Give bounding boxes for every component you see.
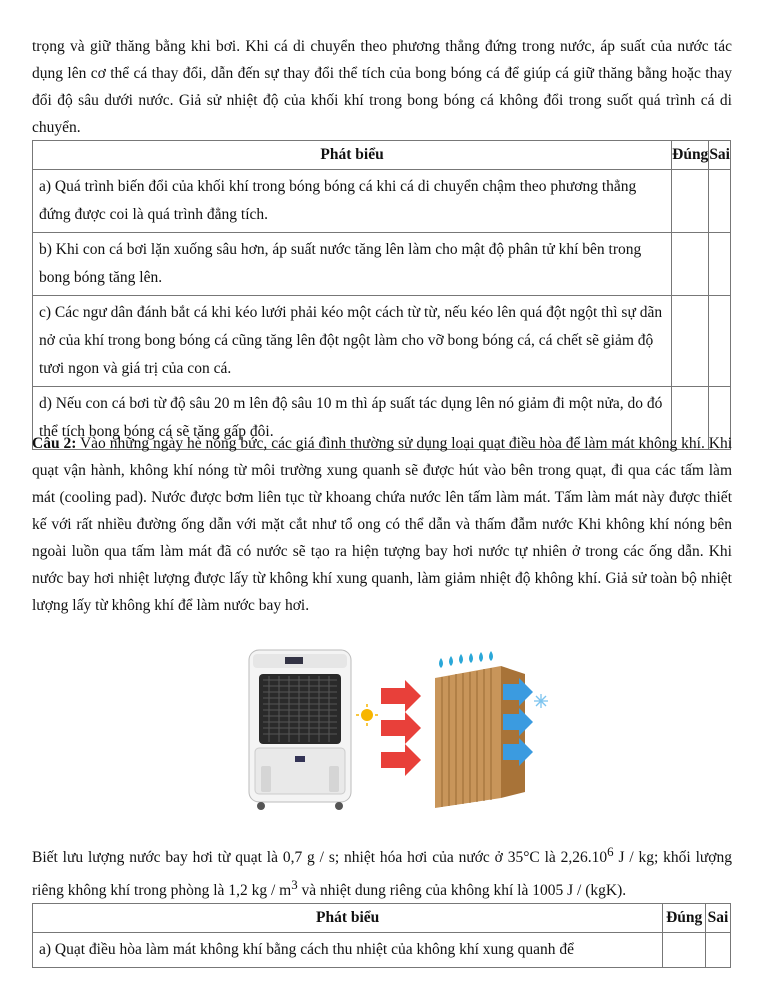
air-density-value: 1,2 kg / m [228, 882, 292, 900]
water-drops-icon [439, 651, 493, 668]
question-2-label: Câu 2: [32, 435, 77, 452]
true-answer-box[interactable] [672, 233, 709, 296]
statement-a: a) Quá trình biến đổi của khối khí trong bóng bóng cá khi cá di chuyển chậm theo phương thẳng đứng được coi là quá trình đẳng tích. [33, 170, 672, 233]
given-text: và nhiệt dung riêng của không khí là [297, 882, 533, 900]
true-answer-box[interactable] [663, 933, 706, 968]
question-2 [32, 430, 732, 619]
sun-icon [356, 704, 378, 726]
given-text: ; nhiệt hóa hơi của nước ở [334, 849, 508, 867]
specific-heat-value: 1005 J / (kgK) [532, 882, 623, 900]
statements-table-1 [32, 140, 731, 450]
false-answer-box[interactable] [709, 233, 731, 296]
air-density-exponent: 3 [291, 877, 298, 893]
given-text: . [622, 882, 627, 900]
header-statement: Phát biểu [33, 141, 672, 170]
header-statement: Phát biểu [33, 904, 663, 933]
true-answer-box[interactable] [672, 170, 709, 233]
table-row [33, 233, 731, 296]
table-row [33, 933, 731, 968]
question-2-text: Vào những ngày hè nóng bức, các giá đình thường sử dụng loại quạt điều hòa để làm mát không khí. Khi quạt vận hành, không khí nóng từ môi trường xung quanh sẽ được hút vào bên trong quạt, đi qua các tấm làm mát (cooling pad). Nước được bơm liên tục từ khoang chứa nước lên tấm làm mát. Tấm làm mát này được thiết kế với rất nhiều đường ống dẫn với mặt cắt như tổ ong có thể dẫn và thấm đẫm nước Khi không khí nóng bên ngoài luồn qua tấm làm mát đã có nước sẽ tạo ra hiện tượng bay hơi nước tự nhiên ở trong các ống dẫn. Khi nước bay hơi nhiệt lượng được lấy từ không khí xung quanh, làm giảm nhiệt độ không khí. Giả sử toàn bộ nhiệt lượng lấy từ không khí để làm nước bay hơi. [32, 435, 732, 614]
temperature-value: 35°C [507, 849, 540, 867]
snowflake-icon [534, 694, 548, 708]
table-header-row [33, 904, 731, 933]
cold-air-arrows-icon [503, 678, 533, 766]
true-answer-box[interactable] [672, 296, 709, 387]
given-text: Biết lưu lượng nước bay hơi từ quạt là [32, 849, 283, 867]
header-true: Đúng [672, 141, 709, 170]
header-true: Đúng [663, 904, 706, 933]
false-answer-box[interactable] [706, 933, 731, 968]
table-row [33, 170, 731, 233]
latent-heat-exponent: 6 [607, 844, 614, 859]
air-cooler-icon [249, 650, 351, 810]
latent-heat-unit: J / kg [613, 849, 655, 867]
statement-c: c) Các ngư dân đánh bắt cá khi kéo lưới phải kéo một cách từ từ, nếu kéo lên quá đột ngột thì sự dãn nở của khí trong bong bóng cá cũng tăng lên đột ngột làm cho vỡ bong bóng cá, cá chết sẽ giảm độ tươi ngon và giá trị của con cá. [33, 296, 672, 387]
given-data-paragraph [32, 838, 732, 904]
latent-heat-value: 2,26.10 [560, 849, 608, 867]
given-text: ; khối lượng riêng không khí trong phòng là [32, 849, 732, 900]
false-answer-box[interactable] [709, 296, 731, 387]
statements-table-2 [32, 903, 731, 968]
header-false: Sai [709, 141, 731, 170]
statement-b: b) Khi con cá bơi lặn xuống sâu hơn, áp suất nước tăng lên làm cho mật độ phân tử khí bên trong bong bóng tăng lên. [33, 233, 672, 296]
table-row [33, 296, 731, 387]
evaporation-rate: 0,7 g / s [282, 849, 335, 867]
false-answer-box[interactable] [709, 170, 731, 233]
intro-paragraph: trọng và giữ thăng bằng khi bơi. Khi cá di chuyển theo phương thẳng đứng trong nước, áp suất của nước tác dụng lên cơ thể cá thay đổi, dẫn đến sự thay đổi thể tích của bong bóng cá để giúp cá giữ thăng bằng hoặc thay đổi độ sâu dưới nước. Giả sử nhiệt độ của khối khí trong bong bóng cá không đổi trong suốt quá trình cá di chuyển. [32, 38, 732, 136]
given-text: là [539, 849, 561, 867]
statement-a: a) Quạt điều hòa làm mát không khí bằng cách thu nhiệt của không khí xung quanh để [33, 933, 663, 968]
air-cooler-figure [239, 648, 559, 818]
statement-d: d) Nếu con cá bơi từ độ sâu 20 m lên độ sâu 10 m thì áp suất tác dụng lên nó giảm đi một nửa, do đó thể tích bong bóng cá sẽ tăng gấp đôi. [33, 387, 672, 450]
header-false: Sai [706, 904, 731, 933]
table-header-row [33, 141, 731, 170]
hot-air-arrows-icon [381, 680, 421, 776]
